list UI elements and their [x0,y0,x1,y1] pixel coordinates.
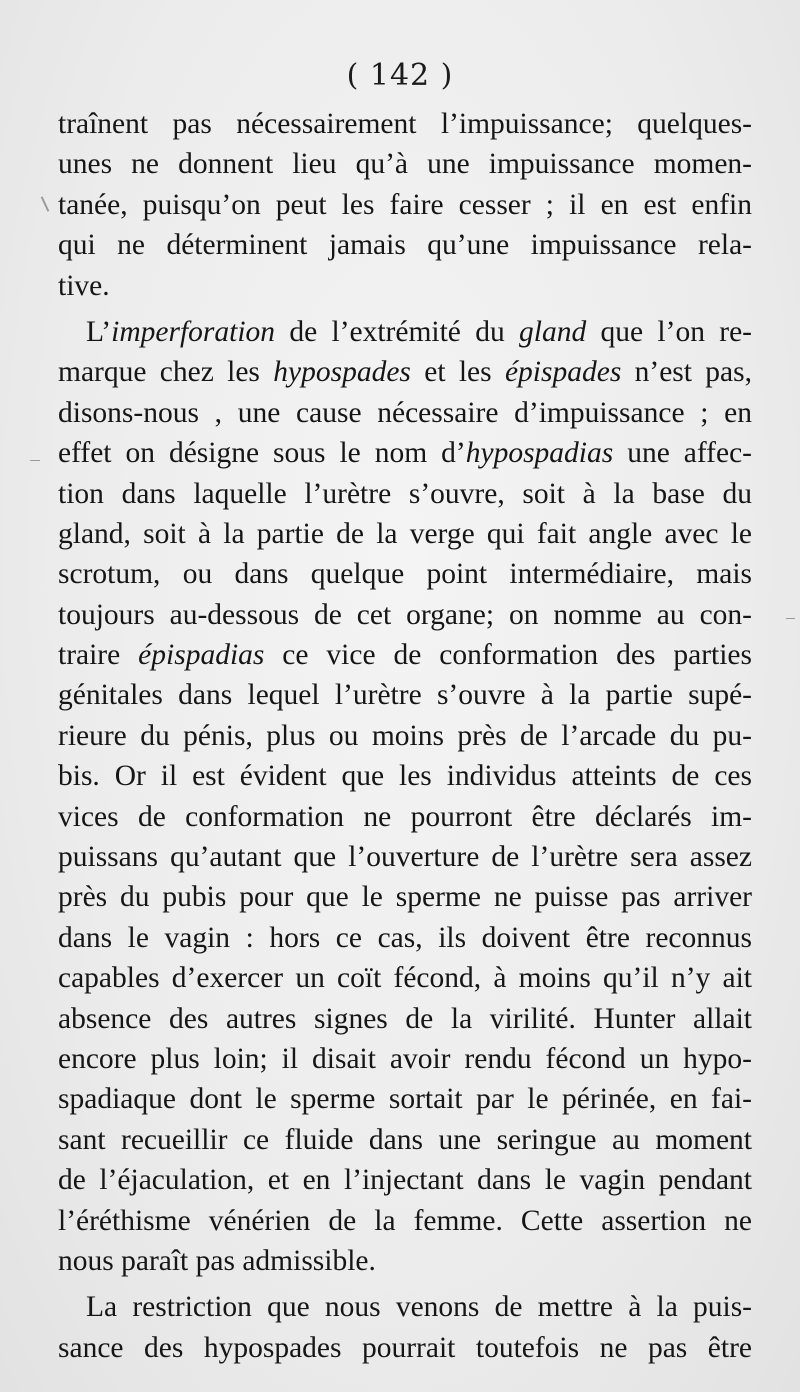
text-line [58,877,752,917]
text-line [58,433,752,473]
text-line [58,635,752,675]
text-segment: gland, soit à la partie de la verge qui fait angle avec le [58,517,752,550]
text-segment: traire [58,639,139,672]
text-line [58,1328,752,1368]
text-line [58,675,752,715]
text-segment: une affec- [613,437,752,470]
edge-mark [786,618,795,619]
text-line [58,999,752,1039]
text-segment: sance des hypospades pourrait toutefois ne pas être [58,1331,752,1364]
text-segment: qui ne déterminent jamais qu’une impuissance rela- [58,229,752,262]
text-line [58,266,752,306]
italic-term: gland [519,315,587,348]
text-line [58,1201,752,1241]
text-line [58,185,752,225]
text-line [58,797,752,837]
text-line [58,1079,752,1119]
text-line [58,1039,752,1079]
text-segment: traînent pas nécessairement l’impuissance; quelques- [58,108,752,140]
text-segment: puissans qu’autant que l’ouverture de l’urètre sera assez [58,841,752,874]
text-line [58,104,752,144]
text-segment: n’est pas, [621,356,752,389]
text-segment: absence des autres signes de la virilité. Hunter allait [58,1002,752,1035]
text-segment: rieure du pénis, plus ou moins près de l’arcade du pu- [58,719,752,752]
text-segment: disons-nous , une cause nécessaire d’impuissance ; en [58,396,752,429]
page-number: ( 142 ) [346,58,454,93]
text-line [58,144,752,184]
text-segment: toujours au-dessous de cet organe; on nomme au con- [58,598,752,631]
edge-mark [30,460,40,461]
text-segment: vices de conformation ne pourront être déclarés im- [58,800,752,833]
text-line [58,958,752,998]
text-segment: L’ [86,315,112,348]
text-line [58,1120,752,1160]
text-segment: effet on désigne sous le nom d’ [58,437,466,470]
italic-term: hypospadias [465,437,614,470]
text-segment: de l’éjaculation, et en l’injectant dans le vagin pendant [58,1164,752,1197]
text-line [58,918,752,958]
italic-term: épispades [504,356,622,389]
text-segment: sant recueillir ce fluide dans une seringue au moment [58,1123,752,1156]
text-segment: capables d’exercer un coït fécond, à moins qu’il n’y ait [58,962,752,995]
text-line [58,312,752,352]
text-line [58,352,752,392]
text-segment: scrotum, ou dans quelque point intermédiaire, mais [58,558,752,591]
text-segment: ce vice de conformation des parties [264,639,753,672]
text-segment: tanée, puisqu’on peut les faire cesser ; il en est enfin [58,188,752,221]
text-line [58,1241,752,1281]
text-line [58,225,752,265]
text-segment: l’éréthisme vénérien de la femme. Cette assertion ne [58,1204,752,1237]
italic-term: imperforation [111,315,276,348]
italic-term: hypospades [273,356,411,389]
italic-term: épispadias [138,639,265,672]
text-line [58,474,752,514]
text-segment: unes ne donnent lieu qu’à une impuissance momen- [58,148,752,181]
text-segment: que l’on re- [586,315,752,348]
text-segment: marque chez les [58,356,274,389]
text-segment: et les [410,356,505,389]
text-line [58,756,752,796]
text-segment: de l’extrémité du [275,315,520,348]
body-text [58,104,752,1368]
text-line [58,837,752,877]
text-line [58,514,752,554]
text-segment: spadiaque dont le sperme sortait par le périnée, en fai- [58,1083,752,1116]
text-segment: tive. [58,269,110,302]
text-segment: génitales dans lequel l’urètre s’ouvre à la partie supé- [58,679,752,712]
text-segment: près du pubis pour que le sperme ne puisse pas arriver [58,881,752,914]
text-line [58,595,752,635]
text-segment: La restriction que nous venons de mettre à la puis- [86,1291,752,1324]
text-line [58,1287,752,1327]
text-segment: tion dans laquelle l’urètre s’ouvre, soit à la base du [58,477,752,510]
text-line [58,554,752,594]
edge-mark [41,196,50,211]
text-line [58,1160,752,1200]
text-segment: nous paraît pas admissible. [58,1244,376,1277]
text-segment: encore plus loin; il disait avoir rendu fécond un hypo- [58,1042,752,1075]
text-line [58,716,752,756]
text-segment: bis. Or il est évident que les individus atteints de ces [58,760,752,793]
text-segment: dans le vagin : hors ce cas, ils doivent être reconnus [58,921,752,954]
text-line [58,393,752,433]
